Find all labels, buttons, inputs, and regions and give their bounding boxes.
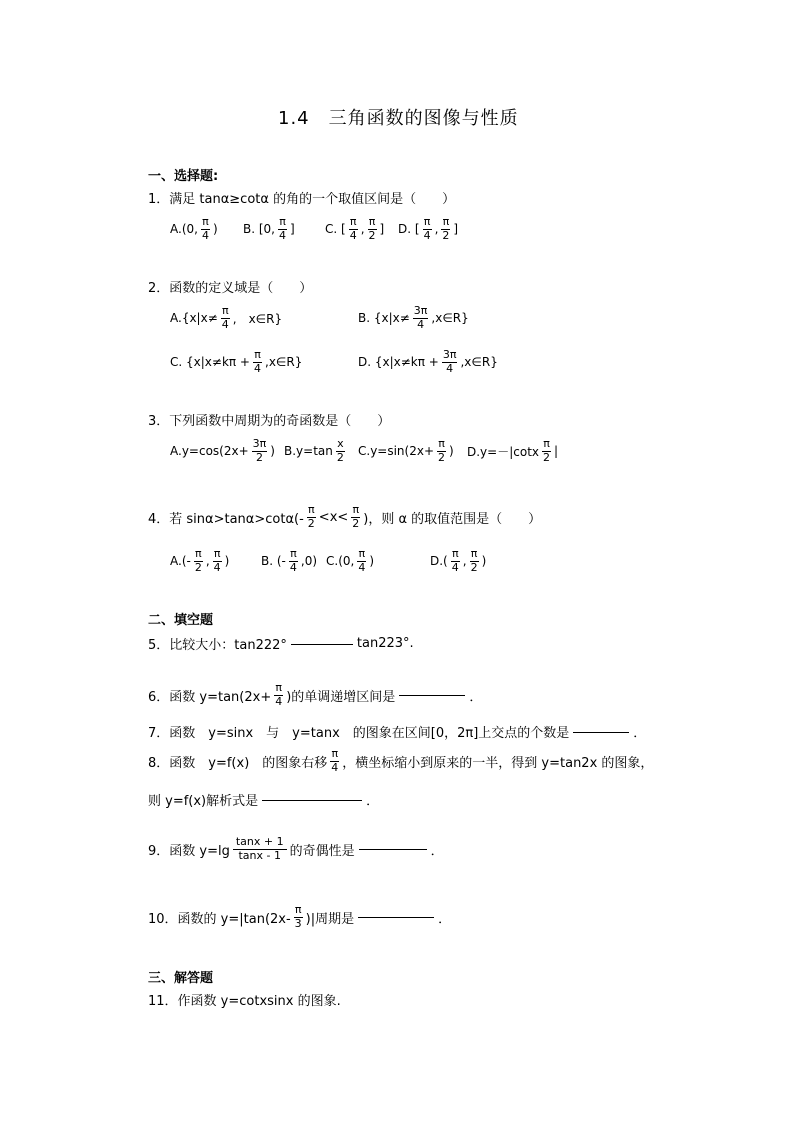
option-text: A.{x|x≠ bbox=[170, 311, 218, 326]
fraction-pi-over-4: $\frac{\pi}{4}$ bbox=[423, 215, 431, 242]
fraction-pi-over-2: $\frac{\pi}{2}$ bbox=[470, 547, 478, 574]
question-1-stem: 1．满足 tanα≥cotα 的角的一个取值区间是（ ） bbox=[148, 192, 456, 207]
fraction-x-over-2: $\frac{x}{2}$ bbox=[336, 437, 344, 464]
fraction-pi-over-4: $\frac{\pi}{4}$ bbox=[331, 747, 339, 774]
answer-blank bbox=[399, 694, 465, 696]
fraction-pi-over-4: $\frac{\pi}{4}$ bbox=[358, 547, 366, 574]
fraction-pi-over-2: $\frac{\pi}{2}$ bbox=[352, 503, 360, 530]
question-text: )|周期是 bbox=[305, 911, 355, 927]
option-text: | bbox=[554, 444, 559, 459]
option-text: C.(0, bbox=[326, 554, 355, 569]
question-3-option-c bbox=[358, 438, 454, 464]
option-text: ) bbox=[369, 554, 375, 569]
fraction-pi-over-4: $\frac{\pi}{4}$ bbox=[289, 547, 297, 574]
option-text: ) bbox=[224, 554, 230, 569]
question-text: ，横坐标缩小到原来的一半，得到 y=tan2x 的图象， bbox=[342, 755, 654, 771]
question-1-option-a bbox=[170, 216, 218, 242]
option-text: B. (- bbox=[261, 554, 286, 569]
option-text: B. [0, bbox=[243, 222, 275, 237]
fraction-pi-over-2: $\frac{\pi}{2}$ bbox=[442, 215, 450, 242]
question-text: 5．比较大小：tan222° bbox=[148, 638, 287, 653]
option-text: ) bbox=[481, 554, 487, 569]
question-4-option-a bbox=[170, 548, 229, 574]
fraction-pi-over-4: $\frac{\pi}{4}$ bbox=[275, 681, 283, 708]
question-text: ． bbox=[430, 843, 444, 859]
answer-blank bbox=[359, 848, 427, 850]
option-text: , bbox=[360, 222, 365, 237]
fraction-pi-over-4: $\frac{\pi}{4}$ bbox=[349, 215, 357, 242]
question-8-line-2 bbox=[148, 790, 379, 809]
fraction-pi-over-4: $\frac{\pi}{4}$ bbox=[221, 304, 229, 331]
fraction-pi-over-4: $\frac{\pi}{4}$ bbox=[254, 348, 261, 375]
question-2-option-d bbox=[358, 349, 498, 375]
question-5 bbox=[148, 634, 414, 653]
question-text: 8．函数 y=f(x) 的图象右移 bbox=[148, 755, 328, 771]
fraction-pi-over-2: $\frac{\pi}{2}$ bbox=[307, 503, 315, 530]
option-text: C. {x|x≠kπ + bbox=[170, 355, 250, 370]
fraction-3pi-over-2: $\frac{3\pi}{2}$ bbox=[252, 437, 267, 464]
question-4-option-d bbox=[430, 548, 486, 574]
fraction-pi-over-2: $\frac{\pi}{2}$ bbox=[438, 437, 446, 464]
answer-blank bbox=[291, 643, 353, 645]
question-2-option-a bbox=[170, 305, 282, 331]
option-text: ,x∈R} bbox=[460, 355, 498, 370]
section-fill-heading: 二、填空题 bbox=[148, 613, 214, 628]
option-text: ] bbox=[290, 222, 295, 237]
question-3-stem: 3．下列函数中周期为的奇函数是（ ） bbox=[148, 414, 391, 429]
question-text: )的单调递增区间是 bbox=[286, 689, 396, 705]
option-text: D. {x|x≠kπ + bbox=[358, 355, 439, 370]
question-2-option-c bbox=[170, 349, 302, 375]
option-text: B.y=tan bbox=[284, 444, 333, 459]
question-3-option-a bbox=[170, 438, 275, 464]
question-4-option-c bbox=[326, 548, 374, 574]
option-text: ) bbox=[449, 444, 454, 459]
question-3-option-b bbox=[284, 438, 346, 464]
question-text: 4．若 sinα>tanα>cotα(- bbox=[148, 511, 304, 527]
option-text: ] bbox=[379, 222, 385, 237]
question-text: ． bbox=[469, 689, 483, 705]
question-text: 则 y=f(x)解析式是 bbox=[148, 794, 259, 809]
question-text: <x< bbox=[318, 509, 349, 525]
option-text: ) bbox=[270, 444, 275, 459]
question-2-stem: 2．函数的定义域是（ ） bbox=[148, 281, 313, 296]
fraction-pi-over-4: $\frac{\pi}{4}$ bbox=[279, 215, 286, 242]
fraction-pi-over-2: $\frac{\pi}{2}$ bbox=[194, 547, 202, 574]
option-text: A.y=cos(2x+ bbox=[170, 444, 249, 459]
question-8-line-1 bbox=[148, 748, 653, 774]
question-3-option-d bbox=[467, 438, 558, 464]
question-text: )，则 α 的取值范围是（ ） bbox=[363, 511, 542, 527]
fraction-pi-over-3: $\frac{\pi}{3}$ bbox=[294, 903, 302, 930]
question-text: 6．函数 y=tan(2x+ bbox=[148, 689, 272, 705]
option-text: ,x∈R} bbox=[431, 311, 469, 326]
option-text: D.( bbox=[430, 554, 448, 569]
option-text: ] bbox=[453, 222, 459, 237]
question-text: ． bbox=[438, 911, 452, 927]
fraction-pi-over-2: $\frac{\pi}{2}$ bbox=[543, 437, 551, 464]
answer-blank bbox=[262, 799, 362, 801]
option-text: C.y=sin(2x+ bbox=[358, 444, 435, 459]
option-text: D. [ bbox=[398, 222, 420, 237]
question-1-option-c bbox=[325, 216, 384, 242]
question-9 bbox=[148, 836, 444, 862]
answer-blank bbox=[573, 731, 629, 733]
option-text: ,x∈R} bbox=[265, 355, 303, 370]
option-text: A.(- bbox=[170, 554, 191, 569]
question-text: ． bbox=[366, 794, 380, 809]
fraction-pi-over-4: $\frac{\pi}{4}$ bbox=[213, 547, 221, 574]
option-text: , x∈R} bbox=[232, 311, 283, 326]
question-4-option-b bbox=[261, 548, 317, 574]
option-text: , bbox=[205, 554, 210, 569]
option-text: D.y=－|cotx bbox=[467, 444, 540, 459]
fraction-3pi-over-4: $\frac{3\pi}{4}$ bbox=[413, 304, 428, 331]
question-6 bbox=[148, 682, 482, 708]
fraction-pi-over-4: $\frac{\pi}{4}$ bbox=[451, 547, 459, 574]
section-choice-heading: 一、选择题: bbox=[148, 169, 219, 184]
answer-blank bbox=[358, 916, 434, 918]
option-text: , bbox=[462, 554, 467, 569]
option-text: C. [ bbox=[325, 222, 346, 237]
fraction-pi-over-4: $\frac{\pi}{4}$ bbox=[201, 215, 209, 242]
fraction-tanx-ratio: $\frac{\tan x + 1}{\tan x - 1}$ bbox=[233, 836, 287, 862]
option-text: ,0) bbox=[300, 554, 318, 569]
question-10 bbox=[148, 904, 451, 930]
fraction-3pi-over-4: $\frac{3\pi}{4}$ bbox=[442, 348, 457, 375]
option-text: B. {x|x≠ bbox=[358, 311, 410, 326]
question-11: 11．作函数 y=cotxsinx 的图象. bbox=[148, 994, 341, 1009]
question-text: 7．函数 y=sinx 与 y=tanx 的图象在区间[0，2π]上交点的个数是 bbox=[148, 726, 570, 741]
question-text: tan223°. bbox=[356, 636, 414, 651]
question-1-option-b bbox=[243, 216, 295, 242]
question-text: 10．函数的 y=|tan(2x- bbox=[148, 911, 291, 927]
question-4-stem bbox=[148, 504, 541, 530]
question-text: 9．函数 y=lg bbox=[148, 843, 230, 859]
option-text: A.(0, bbox=[170, 222, 198, 237]
question-2-option-b bbox=[358, 305, 469, 331]
section-answer-heading: 三、解答题 bbox=[148, 971, 214, 986]
option-text: ) bbox=[212, 222, 218, 237]
option-text: , bbox=[434, 222, 439, 237]
page-title: 1.4 三角函数的图像与性质 bbox=[278, 108, 519, 129]
question-1-option-d bbox=[398, 216, 458, 242]
question-text: 的奇偶性是 bbox=[289, 843, 355, 859]
fraction-pi-over-2: $\frac{\pi}{2}$ bbox=[368, 215, 376, 242]
question-7 bbox=[148, 722, 646, 741]
question-text: ． bbox=[633, 726, 647, 741]
